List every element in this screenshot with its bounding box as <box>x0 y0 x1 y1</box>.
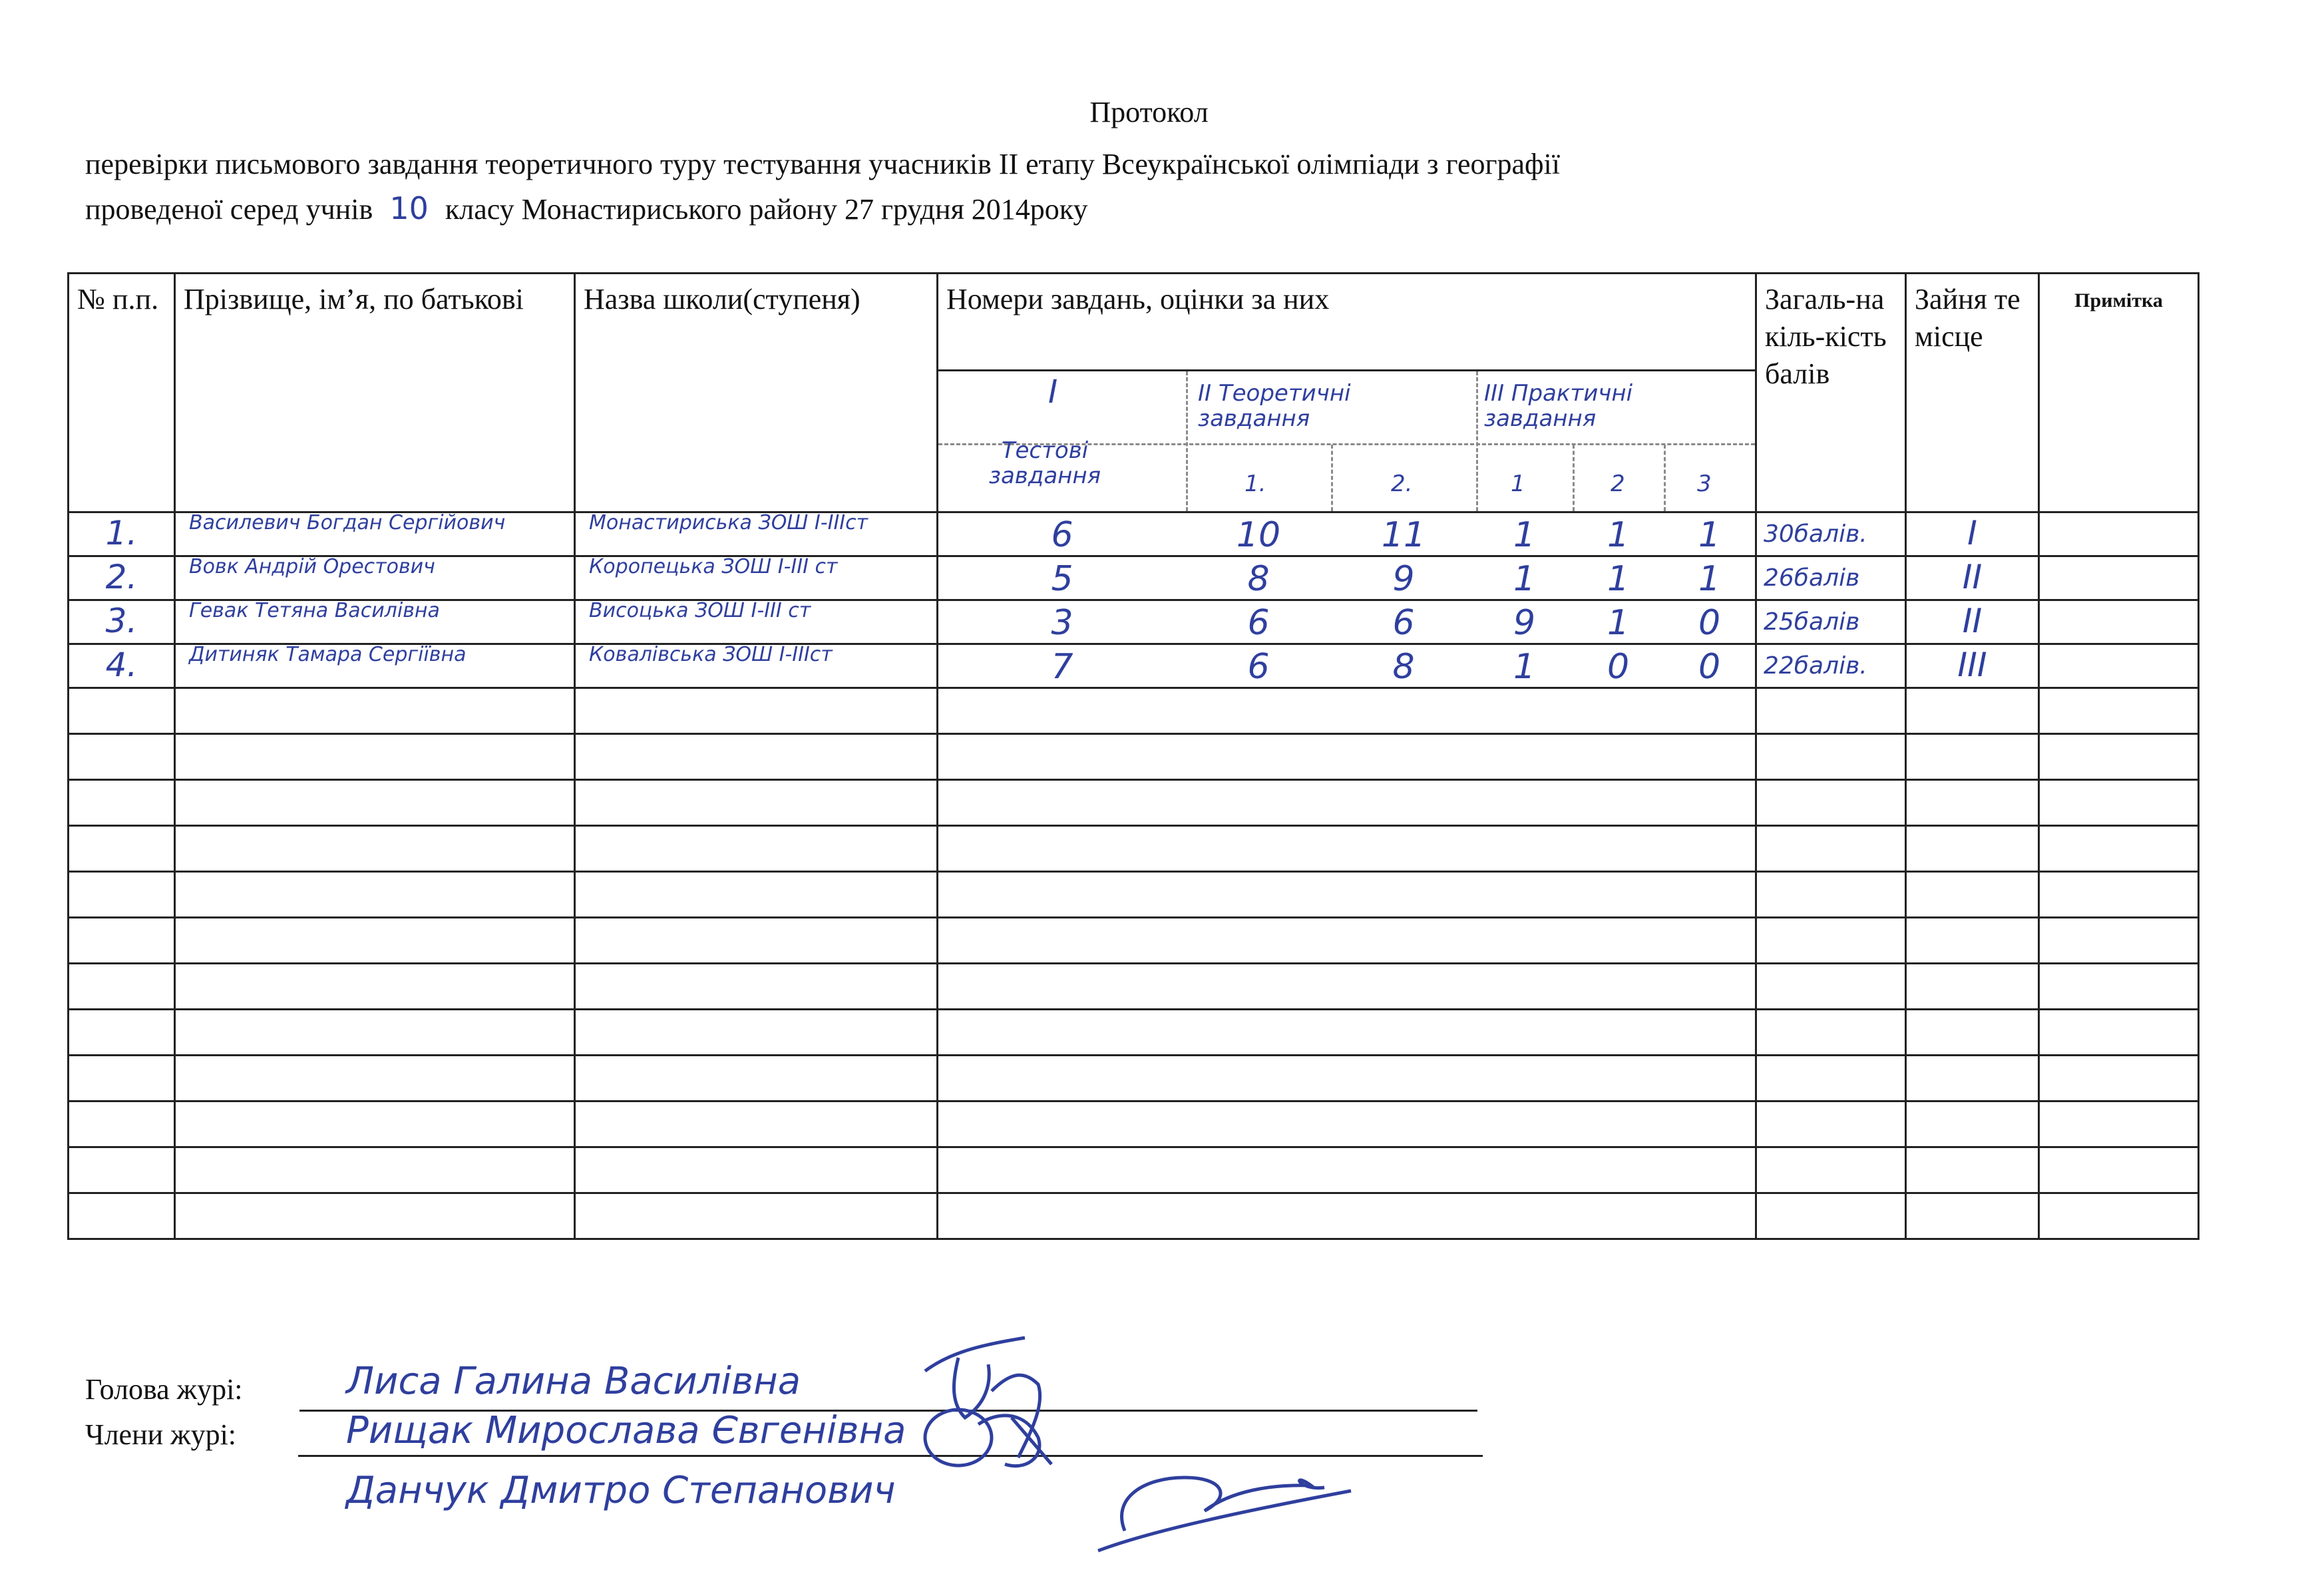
score-theory-1: 8 <box>1247 559 1270 599</box>
blank-row <box>69 1193 2199 1239</box>
col-num-header: № п.п. <box>69 274 175 512</box>
row-name: Вовк Андрій Орестович <box>175 556 575 600</box>
line2-suffix: класу Монастириського району 27 грудня 2014року <box>445 193 1088 226</box>
row-total: 30балів. <box>1756 512 1906 556</box>
class-number: 10 <box>389 190 429 226</box>
document-title: Протокол <box>1089 96 1209 128</box>
group2-label: ІІ Теоретичні завдання <box>1198 379 1351 432</box>
group1-label: І <box>1048 373 1058 411</box>
jury-head-name: Лиса Галина Василівна <box>346 1360 801 1403</box>
jury-members-label: Члени журі: <box>85 1418 237 1451</box>
score-test: 7 <box>1051 647 1073 687</box>
jury-member1-name: Рищак Мирослава Євгенівна <box>346 1409 906 1452</box>
jury-head-label: Голова журі: <box>85 1373 243 1406</box>
score-theory-1: 6 <box>1247 603 1270 643</box>
score-test: 6 <box>1051 515 1073 555</box>
protocol-table <box>67 272 2200 1240</box>
row-scores <box>938 600 1756 644</box>
row-total: 26балів <box>1756 556 1906 600</box>
col-total-header: Загаль-на кіль-кість балів <box>1756 274 1906 512</box>
row-note <box>2039 512 2199 556</box>
score-practice-2: 1 <box>1607 603 1630 643</box>
row-school: Монастириська ЗОШ І-ІІІст <box>575 512 938 556</box>
score-theory-2: 8 <box>1392 647 1415 687</box>
score-practice-1: 1 <box>1513 559 1536 599</box>
table-row <box>69 556 2199 600</box>
score-test: 5 <box>1051 559 1073 599</box>
row-place: ІІІ <box>1906 644 2039 688</box>
score-practice-1: 1 <box>1513 647 1536 687</box>
score-practice-3: 1 <box>1698 515 1721 555</box>
row-place: ІІ <box>1906 556 2039 600</box>
row-total: 25балів <box>1756 600 1906 644</box>
row-name: Дитиняк Тамара Сергіївна <box>175 644 575 688</box>
group3-label: ІІІ Практичні завдання <box>1484 379 1633 432</box>
table-row <box>69 600 2199 644</box>
row-scores <box>938 644 1756 688</box>
group1-sublabel: Тестові завдання <box>988 437 1101 489</box>
score-practice-3: 0 <box>1698 603 1721 643</box>
row-school: Висоцька ЗОШ І-ІІІ ст <box>575 600 938 644</box>
table-header-row <box>69 274 2199 371</box>
score-practice-3: 0 <box>1698 647 1721 687</box>
row-num: 2. <box>69 556 175 600</box>
row-name: Гевак Тетяна Василівна <box>175 600 575 644</box>
table-row <box>69 644 2199 688</box>
group2-col1: 1. <box>1245 470 1266 497</box>
score-theory-2: 11 <box>1381 515 1426 555</box>
col-name-header: Прізвище, ім’я, по батькові <box>175 274 575 512</box>
blank-row <box>69 1010 2199 1056</box>
col-place-header: Зайня те місце <box>1906 274 2039 512</box>
blank-row <box>69 688 2199 734</box>
score-practice-2: 1 <box>1607 559 1630 599</box>
jury-member2-name: Данчук Дмитро Степанович <box>346 1469 896 1512</box>
row-name: Василевич Богдан Сергійович <box>175 512 575 556</box>
row-place: І <box>1906 512 2039 556</box>
group3-col3: 3 <box>1697 470 1712 497</box>
blank-row <box>69 1147 2199 1193</box>
score-theory-1: 10 <box>1236 515 1281 555</box>
row-note <box>2039 556 2199 600</box>
score-practice-3: 1 <box>1698 559 1721 599</box>
row-note <box>2039 644 2199 688</box>
score-theory-2: 6 <box>1392 603 1415 643</box>
row-school: Ковалівська ЗОШ І-ІІІст <box>575 644 938 688</box>
col-note-header: Примітка <box>2039 274 2199 512</box>
table-row <box>69 512 2199 556</box>
row-place: ІІ <box>1906 600 2039 644</box>
row-scores <box>938 512 1756 556</box>
blank-row <box>69 826 2199 872</box>
group3-col1: 1 <box>1511 470 1525 497</box>
score-practice-1: 9 <box>1513 603 1536 643</box>
row-school: Коропецька ЗОШ І-ІІІ ст <box>575 556 938 600</box>
document-subtitle-line2 <box>85 190 1088 228</box>
group2-col2: 2. <box>1391 470 1413 497</box>
blank-row <box>69 964 2199 1010</box>
score-test: 3 <box>1051 603 1073 643</box>
score-theory-1: 6 <box>1247 647 1270 687</box>
blank-row <box>69 780 2199 826</box>
member1-signature <box>912 1398 1085 1478</box>
score-practice-2: 1 <box>1607 515 1630 555</box>
score-practice-1: 1 <box>1513 515 1536 555</box>
row-total: 22балів. <box>1756 644 1906 688</box>
blank-row <box>69 918 2199 964</box>
blank-row <box>69 1056 2199 1101</box>
group3-col2: 2 <box>1611 470 1625 497</box>
row-note <box>2039 600 2199 644</box>
member2-signature <box>1071 1451 1444 1571</box>
row-num: 4. <box>69 644 175 688</box>
col-tasks-header: Номери завдань, оцінки за них <box>938 274 1756 371</box>
task-groups-cell <box>938 370 1756 512</box>
score-practice-2: 0 <box>1607 647 1630 687</box>
score-theory-2: 9 <box>1392 559 1415 599</box>
col-school-header: Назва школи(ступеня) <box>575 274 938 512</box>
line2-prefix: проведеної серед учнів <box>85 193 373 226</box>
blank-row <box>69 734 2199 780</box>
document-subtitle-line1: перевірки письмового завдання теоретичного туру тестування учасників ІІ етапу Всеукраїнської олімпіади з географії <box>85 148 1561 180</box>
row-scores <box>938 556 1756 600</box>
blank-row <box>69 1101 2199 1147</box>
blank-row <box>69 872 2199 918</box>
row-num: 1. <box>69 512 175 556</box>
row-num: 3. <box>69 600 175 644</box>
